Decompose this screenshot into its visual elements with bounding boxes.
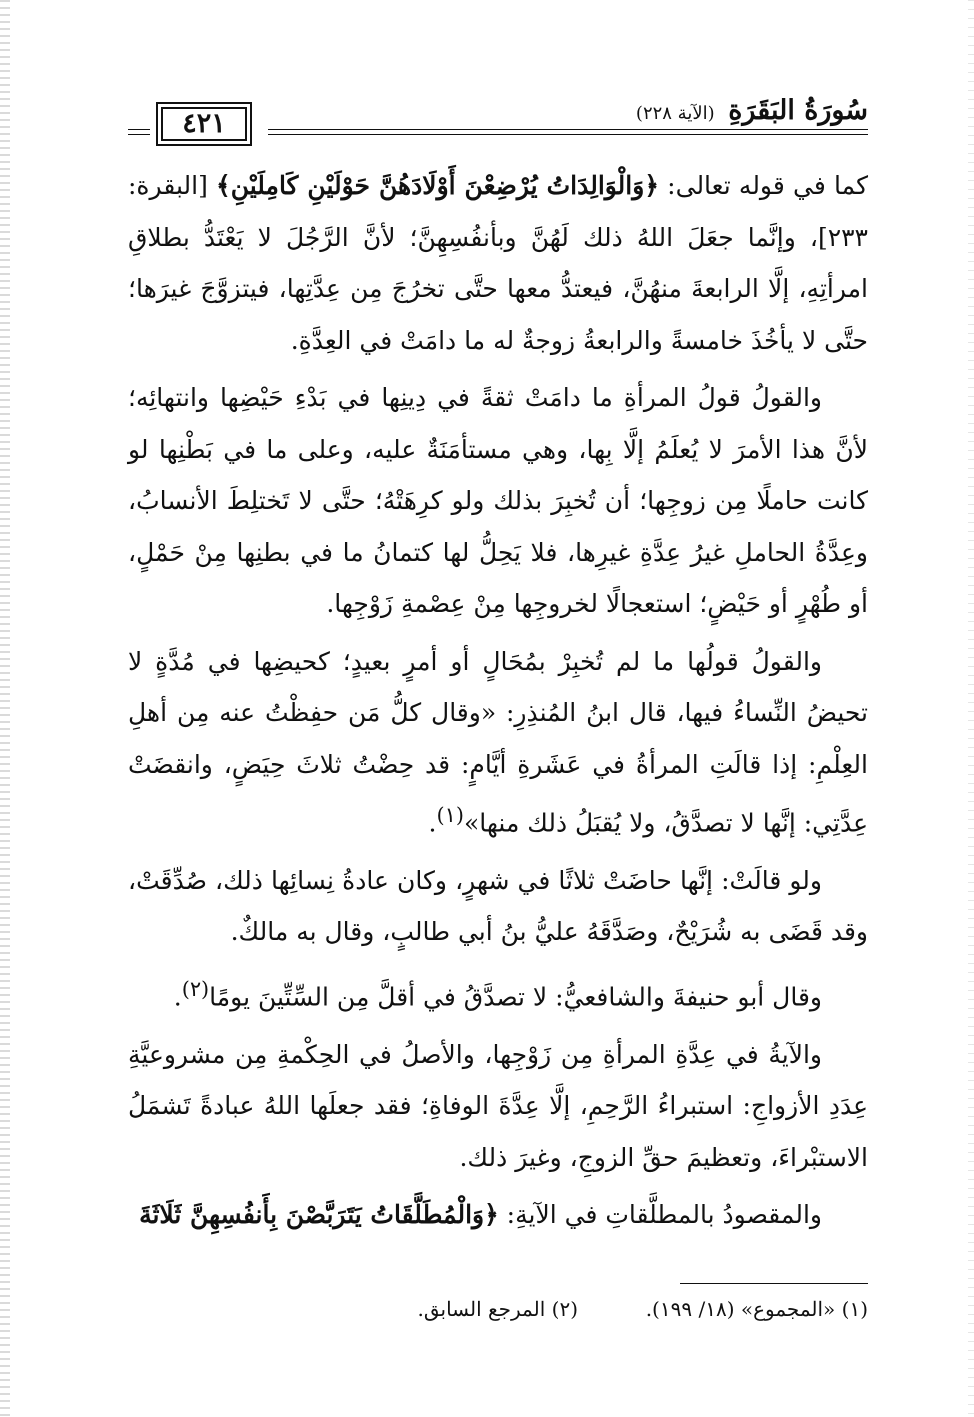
paragraph-7-intro: والمقصودُ بالمطلَّقاتِ في الآيةِ: (498, 1200, 822, 1230)
paragraph-3-text: والقولُ قولُها ما لم تُخبِرْ بمُحَالٍ أو أمرٍ بعيدٍ؛ كحيضِها في مُدَّةٍ لا تحيضُ النِّساءُ فيها، قال ابنُ المُنذِرِ: «وقال كلُّ مَن حفِظْتُ عنه مِن أهلِ العِلْمِ: إذا قالَتِ المرأةُ في عَشَرةِ أيَّامٍ: قد حِضْتُ ثلاثَ حِيَضٍ، وانقضَتْ عِدَّتِي: إنَّها لا تصدَّقُ، ولا يُقبَلُ ذلك منها» (128, 646, 868, 838)
surah-name: سُورَةُ البَقَرَةِ (728, 95, 868, 126)
paragraph-1 (128, 160, 868, 366)
paragraph-2 (128, 372, 868, 630)
paragraph-6-text: والآيةُ في عِدَّةِ المرأةِ مِن زَوْجِها، والأصلُ في الحِكْمةِ مِن مشروعيَّةِ عِدَدِ الأزواجِ: استبراءُ الرَّحِمِ، إلَّا عِدَّةَ الوفاةِ؛ فقد جعلَها اللهُ عبادةً تَشمَلُ الاستبْراءَ، وتعظيمَ حقِّ الزوجِ، وغيرَ ذلك. (128, 1039, 868, 1172)
page-body (128, 160, 868, 1247)
paragraph-4-text: ولو قالَتْ: إنَّها حاضَتْ ثلاثًا في شهرٍ، وكان عادةُ نِسائِها ذلك، صُدِّقَتْ، وقد قَضَى به شُرَيْحٌ، وصَدَّقَهُ عليُّ بنُ أبي طالبٍ، وقال به مالكٌ. (128, 865, 868, 947)
paragraph-1-text: [البقرة: ٢٣٣]، وإنَّما جعَلَ اللهُ ذلك لَهُنَّ وبأنفُسِهِنَّ؛ لأنَّ الرَّجُلَ لا يَعْتَدُّ بطلاقِ امرأتِهِ، إلَّا الرابعةَ منهُنَّ، فيعتدُّ معها حتَّى تخرُجَ مِن عِدَّتِها، فيتزوَّجَ غيرَها؛ حتَّى لا يأخُذَ خامسةً والرابعةُ زوجةٌ له ما دامَتْ في العِدَّةِ. (128, 171, 868, 355)
running-title (636, 96, 868, 129)
paragraph-5-end: . (173, 982, 182, 1012)
scan-edge-right (968, 0, 974, 1417)
footnote-ref-2[interactable]: (٢) (181, 976, 210, 1001)
ayah-reference: (الآية ٢٢٨) (635, 103, 715, 124)
footnote-ref-1[interactable]: (١) (436, 803, 464, 827)
paragraph-5 (128, 964, 868, 1023)
scan-edge-left (0, 0, 10, 1417)
footnote-1: (١) «المجموع» (١٨/ ١٩٩). (645, 1297, 868, 1321)
header-rule-bottom (268, 134, 868, 135)
header-rule-left-top (128, 129, 150, 130)
quran-verse-233: ﴿وَالْوَالِدَاتُ يُرْضِعْنَ أَوْلَادَهُنَّ حَوْلَيْنِ كَامِلَيْنِ﴾ (216, 171, 659, 200)
paragraph-3-end: . (428, 808, 437, 838)
footnote-2: (٢) المرجع السابق. (417, 1297, 578, 1321)
paragraph-4 (128, 855, 868, 958)
header-rule-left-bottom (128, 134, 150, 135)
paragraph-3 (128, 636, 868, 849)
page-header (128, 92, 868, 144)
paragraph-7 (128, 1189, 868, 1241)
page-number: ٤٢١ (156, 102, 252, 146)
paragraph-2-text: والقولُ قولُ المرأةِ ما دامَتْ ثقةً في دِينِها في بَدْءِ حَيْضِها وانتهائِه؛ لأنَّ هذا الأمرَ لا يُعلَمُ إلَّا بِها، وهي مستأمَنَةٌ عليه، وعلى ما في بَطْنِها لو كانت حاملًا مِن زوجِها؛ أن تُخبِرَ بذلك ولو كرِهَتْهُ؛ حتَّى لا تَختلِطَ الأنسابُ، وعِدَّةُ الحاملِ غيرُ عِدَّةِ غيرِها، فلا يَحِلُّ لها كتمانُ ما في بطنِها مِنْ حَمْلٍ، أو طُهْرٍ أو حَيْضٍ؛ استعجالًا لخروجِها مِنْ عِصْمةِ زَوْجِها. (128, 383, 868, 618)
paragraph-1-intro: كما في قوله تعالى: (658, 171, 868, 200)
footnotes (128, 1292, 868, 1326)
quran-verse-228: ﴿وَالْمُطَلَّقَاتُ يَتَرَبَّصْنَ بِأَنفُسِهِنَّ ثَلَاثَةَ (139, 1200, 499, 1230)
paragraph-6 (128, 1029, 868, 1184)
header-rule-top (268, 129, 868, 130)
paragraph-5-text: وقال أبو حنيفةَ والشافعيُّ: لا تصدَّقُ في أقلَّ مِن السِّتِّينَ يومًا (209, 982, 822, 1012)
footnote-separator (680, 1283, 868, 1284)
